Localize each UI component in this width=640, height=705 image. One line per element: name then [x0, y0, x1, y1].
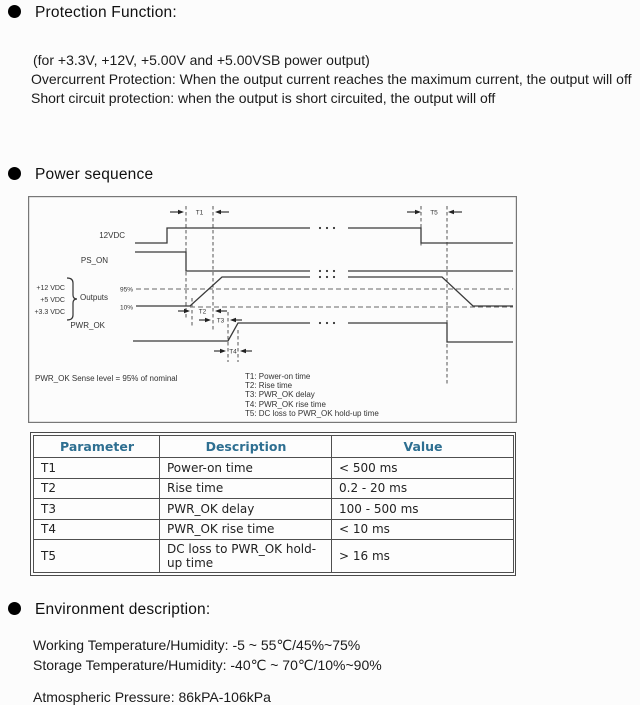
table-header-row [34, 436, 514, 458]
environment-heading: Environment description: [35, 601, 211, 618]
signal-label-12vdc: 12VDC [99, 231, 125, 240]
level-95: 95% [119, 286, 133, 294]
signal-label-outputs: Outputs [80, 293, 109, 302]
table-cell: 100 - 500 ms [332, 499, 514, 520]
brace-icon [67, 278, 77, 320]
t5-marker [407, 210, 462, 217]
bullet-icon [8, 5, 21, 18]
environment-line: Storage Temperature/Humidity: -40℃ ~ 70℃/10%~90% [33, 657, 382, 673]
table-cell: DC loss to PWR_OK hold-up time [160, 540, 332, 573]
svg-text:T3: T3 [216, 317, 225, 325]
output-label-12v: +12 VDC [36, 285, 65, 292]
break-dots-icon [319, 227, 335, 324]
protection-line: Overcurrent Protection: When the output current reaches the maximum current, the output will off [31, 71, 632, 87]
table-row [34, 540, 514, 573]
table-row [34, 499, 514, 520]
output-label-5v: +5 VDC [40, 297, 65, 304]
svg-text:T4: T4 [229, 348, 237, 356]
protection-heading: Protection Function: [35, 4, 177, 21]
bullet-icon [8, 602, 21, 615]
table-cell: > 16 ms [332, 540, 514, 573]
table-cell: PWR_OK delay [160, 499, 332, 520]
power-sequence-heading: Power sequence [35, 166, 154, 183]
table-cell: < 10 ms [332, 519, 514, 540]
signal-label-ps-on: PS_ON [80, 256, 108, 265]
table-cell: Power-on time [160, 458, 332, 479]
environment-line: Atmospheric Pressure: 86kPA-106kPa [33, 689, 271, 705]
power-sequence-diagram [28, 196, 517, 423]
table-cell: T3 [34, 499, 160, 520]
table-cell: Rise time [160, 478, 332, 499]
sense-note: PWR_OK Sense level = 95% of nominal [35, 374, 178, 383]
legend-t3: T3: PWR_OK delay [245, 390, 315, 399]
table-cell: < 500 ms [332, 458, 514, 479]
svg-text:T1: T1 [195, 209, 204, 217]
table-row [34, 519, 514, 540]
table-cell: T4 [34, 519, 160, 540]
environment-line: Working Temperature/Humidity: -5 ~ 55℃/45%~75% [33, 637, 361, 653]
t1-marker [170, 210, 229, 217]
table-cell: T1 [34, 458, 160, 479]
t4-marker [214, 349, 252, 356]
table-cell: 0.2 - 20 ms [332, 478, 514, 499]
svg-text:T5: T5 [430, 209, 438, 217]
protection-line: (for +3.3V, +12V, +5.00V and +5.00VSB power output) [33, 52, 370, 68]
bullet-icon [8, 167, 21, 180]
level-10: 10% [119, 304, 133, 312]
legend-t2: T2: Rise time [245, 381, 293, 390]
signal-label-pwr-ok: PWR_OK [70, 321, 105, 330]
timing-table [30, 432, 516, 576]
table-row [34, 458, 514, 479]
table-cell: PWR_OK rise time [160, 519, 332, 540]
table-cell: T2 [34, 478, 160, 499]
legend-t5: T5: DC loss to PWR_OK hold-up time [245, 409, 379, 418]
output-label-3v3: +3.3 VDC [34, 309, 65, 316]
t2-marker [178, 309, 227, 316]
legend-t1: T1: Power-on time [245, 372, 311, 381]
col-header-description: Description [160, 436, 332, 458]
table-row [34, 478, 514, 499]
t3-marker [199, 318, 242, 325]
protection-line: Short circuit protection: when the output is short circuited, the output will off [31, 90, 496, 106]
svg-text:T2: T2 [198, 308, 207, 316]
legend-t4: T4: PWR_OK rise time [245, 400, 326, 409]
col-header-value: Value [332, 436, 514, 458]
table-cell: T5 [34, 540, 160, 573]
col-header-parameter: Parameter [34, 436, 160, 458]
